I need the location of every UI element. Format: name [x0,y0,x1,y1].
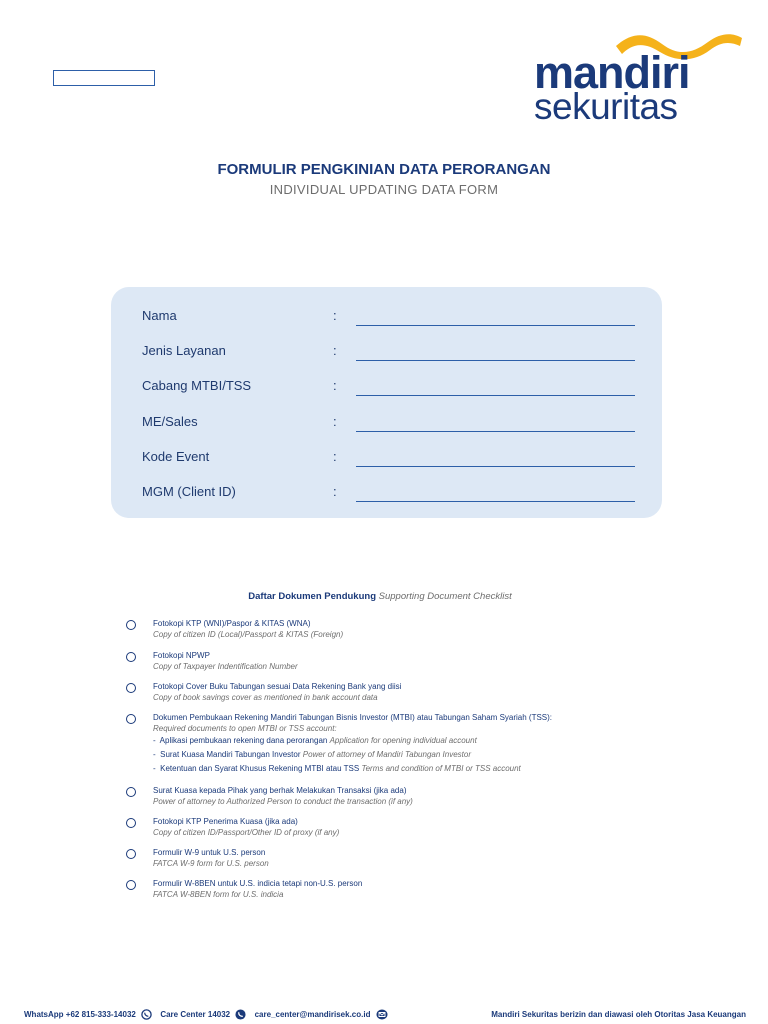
bullet-id-text: Surat Kuasa Mandiri Tabungan Investor [160,750,301,759]
jenis-layanan-input[interactable] [356,360,635,361]
checklist-title-en: Supporting Document Checklist [378,591,512,602]
item-main-text: Formulir W-8BEN untuk U.S. indicia tetapi non-U.S. person [153,879,363,888]
phone-icon [235,1009,246,1020]
checkbox-circle[interactable] [126,683,136,693]
footer-email[interactable]: care_center@mandirisek.co.id [254,1010,371,1019]
checklist-title [0,590,760,604]
checkbox-circle[interactable] [126,818,136,828]
item-main-text: Fotokopi KTP Penerima Kuasa (jika ada) [153,817,298,826]
me-sales-input[interactable] [356,431,635,432]
field-colon: : [333,343,337,358]
field-mgm [111,476,662,506]
cabang-input[interactable] [356,395,635,396]
item-main-text: Fotokopi KTP (WNI)/Paspor & KITAS (WNA) [153,619,311,628]
field-colon: : [333,449,337,464]
item-sub-text: Copy of citizen ID/Passport/Other ID of proxy (if any) [153,828,340,837]
field-jenis-layanan [111,335,662,365]
email-icon [376,1009,388,1020]
item-sub-text: Copy of citizen ID (Local)/Passport & KITAS (Foreign) [153,630,344,639]
item-main-text: Fotokopi Cover Buku Tabungan sesuai Data Rekening Bank yang diisi [153,682,402,691]
field-label: Cabang MTBI/TSS [142,378,252,393]
item-bullet: - Aplikasi pembukaan rekening dana perorangan Application for opening individual account [153,736,477,745]
field-nama [111,300,662,330]
kode-event-input[interactable] [356,466,635,467]
footer [24,1008,746,1024]
checkbox-circle[interactable] [126,620,136,630]
logo-sekuritas-text: sekuritas [534,86,678,127]
checkbox-circle[interactable] [126,849,136,859]
form-title: FORMULIR PENGKINIAN DATA PERORANGAN [217,161,551,178]
field-label: MGM (Client ID) [142,484,236,499]
item-main-text: Surat Kuasa kepada Pihak yang berhak Melakukan Transaksi (jika ada) [153,786,407,795]
field-me-sales [111,406,662,436]
field-cabang [111,370,662,400]
bullet-en-text: Application for opening individual account [329,736,477,745]
item-bullet: - Surat Kuasa Mandiri Tabungan Investor Power of attorney of Mandiri Tabungan Investor [153,750,471,759]
checkbox-circle[interactable] [126,787,136,797]
form-subtitle: INDIVIDUAL UPDATING DATA FORM [269,182,499,197]
field-label: Nama [142,308,177,323]
item-sub-text: FATCA W-9 form for U.S. person [153,859,269,868]
footer-whatsapp[interactable]: WhatsApp +62 815-333-14032 [24,1010,136,1019]
mandiri-sekuritas-logo [532,28,746,128]
item-sub-text: Copy of Taxpayer Indentification Number [153,662,298,671]
checkbox-circle[interactable] [126,880,136,890]
field-colon: : [333,308,337,323]
item-bullet: - Ketentuan dan Syarat Khusus Rekening MTBI atau TSS Terms and condition of MTBI or TSS account [153,764,521,773]
checklist-title-id: Daftar Dokumen Pendukung [248,591,377,602]
nama-input[interactable] [356,325,635,326]
mgm-input[interactable] [356,501,635,502]
field-kode-event [111,441,662,471]
footer-regulation: Mandiri Sekuritas berizin dan diawasi oleh Otoritas Jasa Keuangan [491,1010,746,1019]
checkbox-circle[interactable] [126,652,136,662]
bullet-en-text: Terms and condition of MTBI or TSS account [361,764,521,773]
item-sub-text: FATCA W-8BEN form for U.S. indicia [153,890,284,899]
item-main-text: Dokumen Pembukaan Rekening Mandiri Tabungan Bisnis Investor (MTBI) atau Tabungan Saham Syariah (TSS): [153,713,553,722]
field-colon: : [333,378,337,393]
field-label: Kode Event [142,449,210,464]
bullet-en-text: Power of attorney of Mandiri Tabungan Investor [302,750,471,759]
field-label: Jenis Layanan [142,343,226,358]
item-main-text: Fotokopi NPWP [153,651,210,660]
checkbox-circle[interactable] [126,714,136,724]
field-label: ME/Sales [142,414,198,429]
item-sub-text: Required documents to open MTBI or TSS account: [153,724,337,733]
customer-info-panel [111,287,662,518]
whatsapp-icon [141,1009,152,1020]
field-colon: : [333,484,337,499]
bullet-id-text: Aplikasi pembukaan rekening dana perorangan [159,736,328,745]
logo-mandiri-text: mandiri [534,47,690,98]
field-colon: : [333,414,337,429]
item-sub-text: Power of attorney to Authorized Person to conduct the transaction (if any) [153,797,413,806]
item-main-text: Formulir W-9 untuk U.S. person [153,848,266,857]
item-sub-text: Copy of book savings cover as mentioned in bank account data [153,693,378,702]
bullet-id-text: Ketentuan dan Syarat Khusus Rekening MTBI atau TSS [160,764,360,773]
footer-care-center[interactable]: Care Center 14032 [160,1010,231,1019]
reference-number-box[interactable] [53,70,155,86]
